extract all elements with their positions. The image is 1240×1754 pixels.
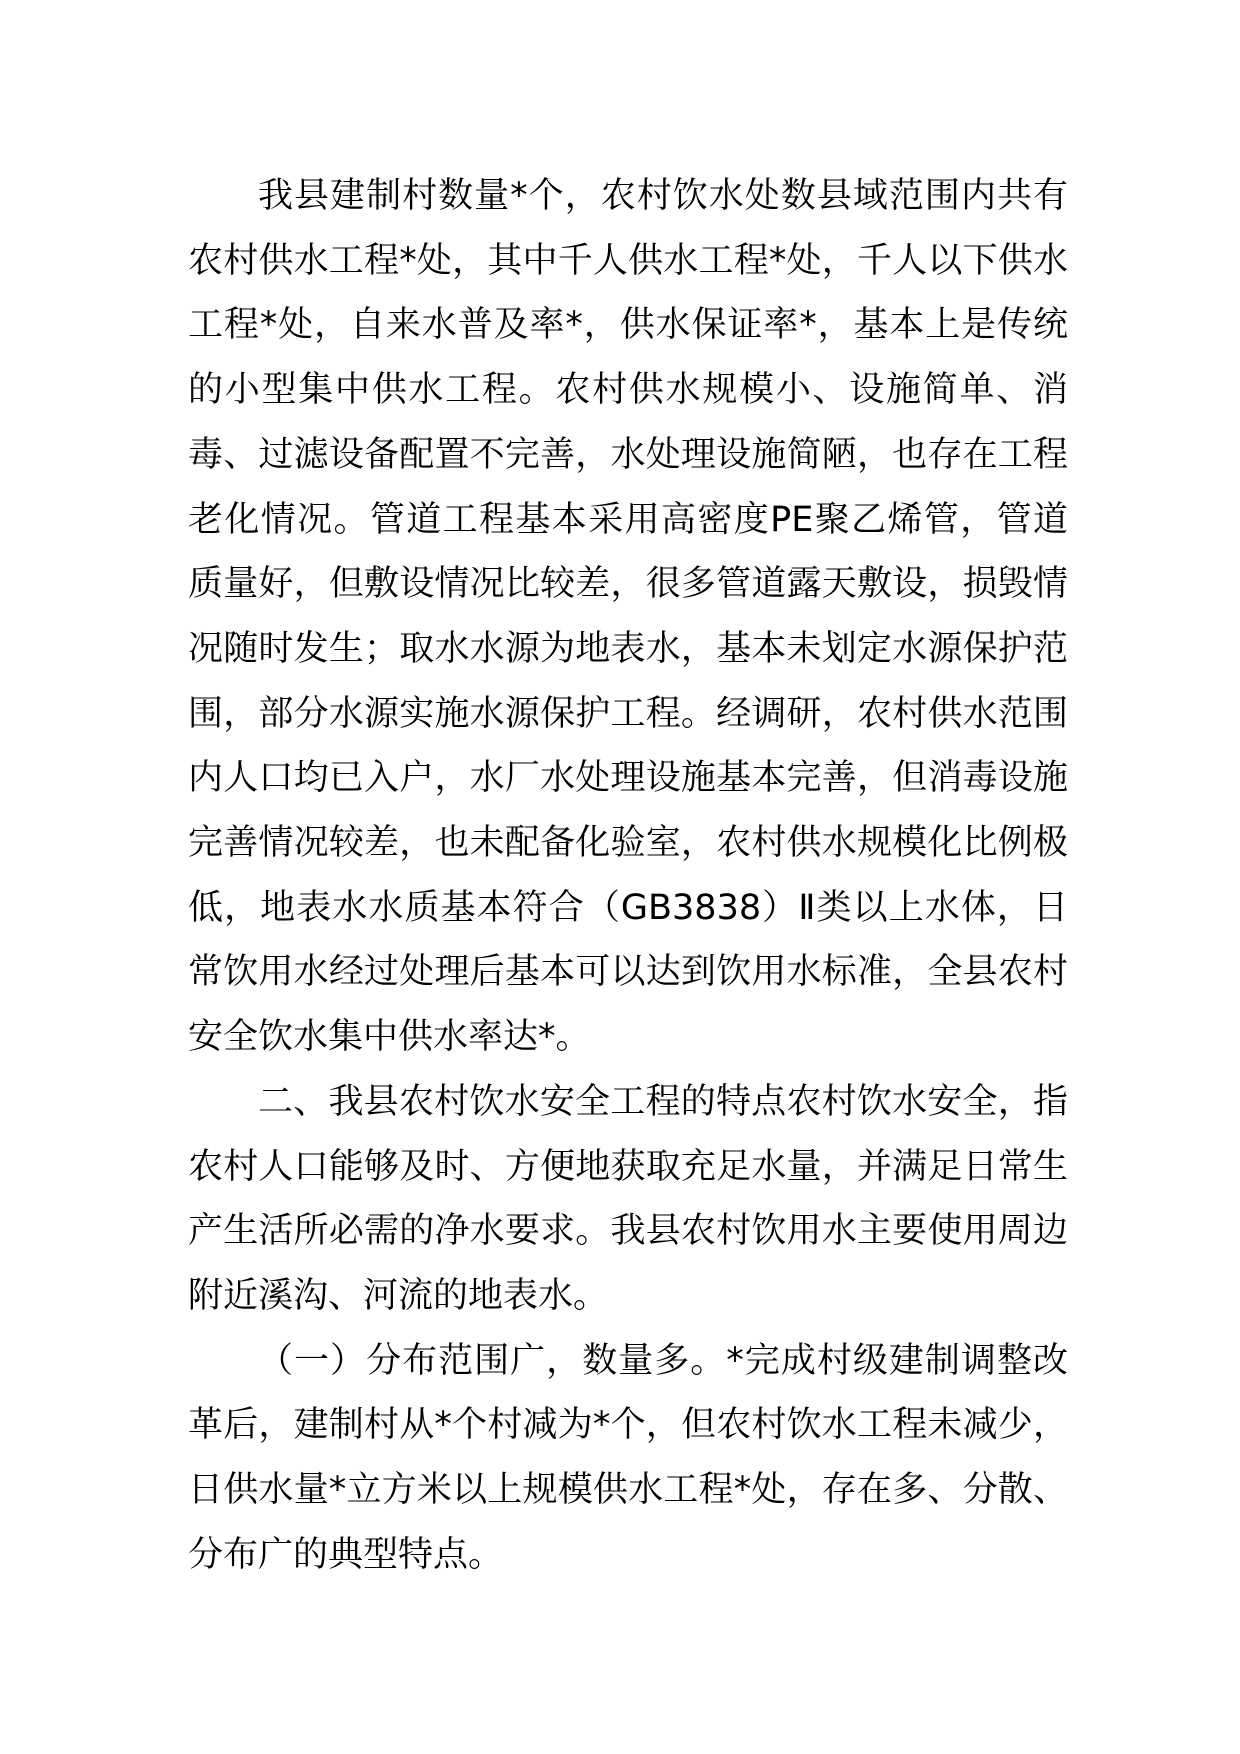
document-body — [188, 164, 1068, 1587]
paragraph-subsection-one: （一）分布范围广，数量多。*完成村级建制调整改革后，建制村从*个村减为*个，但农村饮水工程未减少，日供水量*立方米以上规模供水工程*处，存在多、分散、分布广的典型特点。 — [188, 1340, 1068, 1575]
paragraph-section-two-heading: 二、我县农村饮水安全工程的特点农村饮水安全，指农村人口能够及时、方便地获取充足水量，并满足日常生产生活所必需的净水要求。我县农村饮用水主要使用周边附近溪沟、河流的地表水。 — [188, 1081, 1068, 1316]
paragraph-water-supply-status: 我县建制村数量*个，农村饮水处数县域范围内共有农村供水工程*处，其中千人供水工程*处，千人以下供水工程*处，自来水普及率*，供水保证率*，基本上是传统的小型集中供水工程。农村供水规模小、设施简单、消毒、过滤设备配置不完善，水处理设施简陋，也存在工程老化情况。管道工程基本采用高密度PE聚乙烯管，管道质量好，但敷设情况比较差，很多管道露天敷设，损毁情况随时发生；取水水源为地表水，基本未划定水源保护范围，部分水源实施水源保护工程。经调研，农村供水范围内人口均已入户，水厂水处理设施基本完善，但消毒设施完善情况较差，也未配备化验室，农村供水规模化比例极低，地表水水质基本符合（GB3838）Ⅱ类以上水体，日常饮用水经过处理后基本可以达到饮用水标准，全县农村安全饮水集中供水率达*。 — [188, 176, 1068, 1058]
